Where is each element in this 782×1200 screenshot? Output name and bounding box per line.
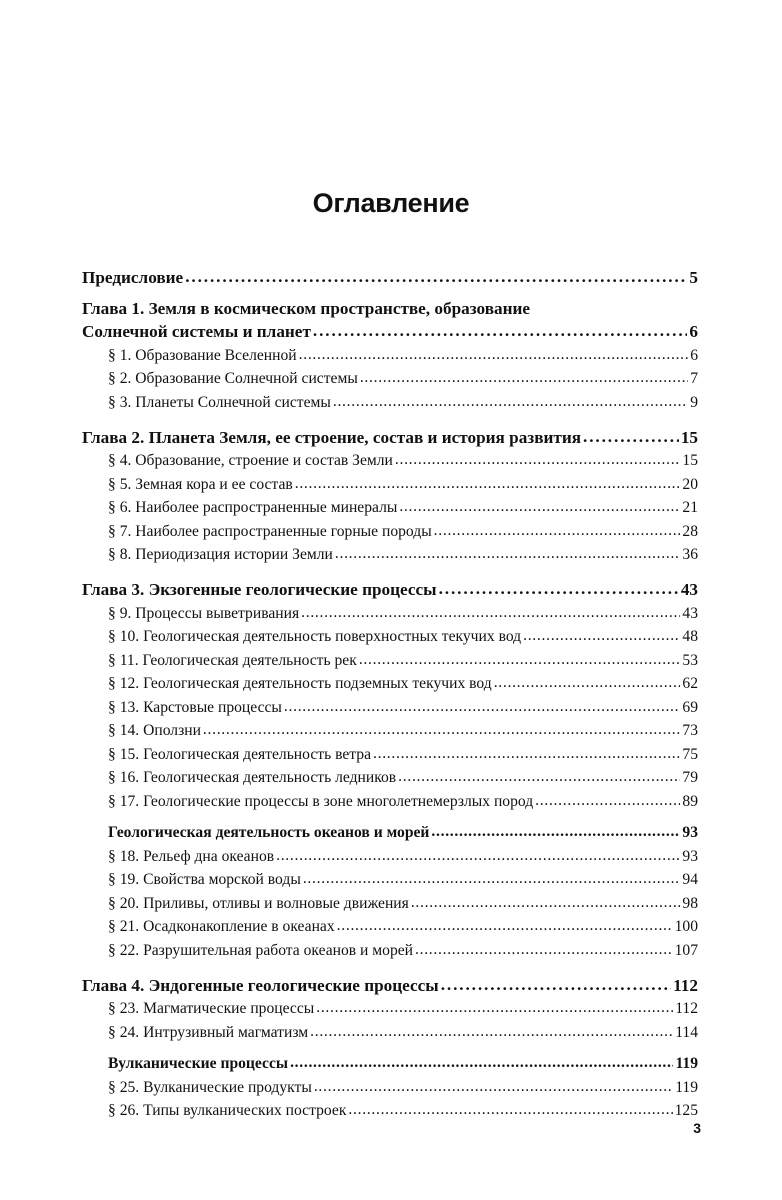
entry-title: § 2. Образование Солнечной системы — [108, 370, 358, 387]
dot-leader — [348, 1100, 672, 1120]
entry-page: 5 — [689, 268, 698, 287]
dot-leader — [284, 697, 681, 717]
toc-entry-subgroup-oceans[interactable] — [82, 820, 698, 844]
entry-page: 15 — [682, 452, 698, 469]
entry-title: § 23. Магматические процессы — [108, 1000, 315, 1017]
toc-entry-section[interactable] — [82, 843, 698, 867]
entry-page: 112 — [675, 1000, 698, 1017]
entry-page: 43 — [682, 604, 698, 622]
entry-page: 21 — [682, 499, 698, 516]
dot-leader — [535, 791, 680, 811]
entry-title: § 6. Наиболее распространенные минералы — [108, 499, 398, 516]
entry-page: 93 — [682, 847, 698, 865]
dot-leader — [290, 1053, 673, 1073]
toc-entry-section[interactable] — [82, 765, 698, 789]
entry-title: § 22. Разрушительная работа океанов и морей — [108, 941, 414, 959]
entry-page: 6 — [689, 322, 698, 341]
toc-entry-section[interactable] — [82, 671, 698, 695]
toc-entry-section[interactable] — [82, 389, 698, 413]
entry-title: Глава 1. Земля в космическом пространстве, образование — [82, 299, 531, 318]
dot-leader — [395, 450, 681, 470]
toc-entry-chapter-1[interactable] — [82, 320, 698, 342]
entry-title: Солнечной системы и планет — [82, 322, 311, 341]
dot-leader — [316, 998, 673, 1018]
entry-page: 112 — [673, 975, 698, 995]
dot-leader — [439, 579, 679, 599]
entry-title: § 11. Геологическая деятельность рек — [108, 651, 357, 669]
toc-entry-section[interactable] — [82, 448, 698, 472]
toc-entry-subgroup-volcanic[interactable] — [82, 1051, 698, 1075]
toc-entry-chapter-3[interactable] — [82, 574, 698, 600]
entry-title: § 20. Приливы, отливы и волновые движения — [108, 894, 409, 912]
entry-page: 114 — [675, 1023, 698, 1041]
entry-title: § 21. Осадконакопление в океанах — [108, 918, 335, 935]
entry-page: 119 — [675, 1078, 698, 1096]
dot-leader — [301, 603, 680, 623]
toc-entry-section[interactable] — [82, 718, 698, 742]
entry-page: 89 — [682, 792, 698, 810]
dot-leader — [434, 521, 681, 541]
dot-leader — [337, 916, 673, 936]
entry-title: § 25. Вулканические продукты — [108, 1078, 312, 1096]
entry-page: 53 — [682, 651, 698, 669]
dot-leader — [360, 368, 688, 388]
entry-page: 6 — [690, 346, 698, 364]
page-number: 3 — [693, 1120, 701, 1136]
dot-leader — [411, 893, 681, 913]
entry-page: 20 — [682, 475, 698, 493]
dot-leader — [441, 975, 671, 995]
entry-title: § 15. Геологическая деятельность ветра — [108, 745, 371, 763]
toc-entry-section[interactable] — [82, 624, 698, 648]
toc-entry-section[interactable] — [82, 937, 698, 961]
toc-entry-section[interactable] — [82, 600, 698, 624]
entry-page: 73 — [682, 722, 698, 739]
entry-page: 79 — [682, 769, 698, 786]
dot-leader — [203, 720, 680, 740]
toc-entry-section[interactable] — [82, 1074, 698, 1098]
entry-title: § 18. Рельеф дна океанов — [108, 847, 275, 865]
dot-leader — [276, 846, 680, 866]
entry-page: 119 — [675, 1055, 698, 1072]
entry-page: 107 — [674, 941, 698, 959]
dot-leader — [359, 650, 681, 670]
dot-leader — [313, 321, 688, 341]
entry-title: § 5. Земная кора и ее состав — [108, 475, 293, 493]
entry-page: 7 — [690, 370, 698, 387]
entry-title: § 26. Типы вулканических построек — [108, 1102, 347, 1119]
entry-page: 43 — [680, 580, 698, 599]
entry-title: § 24. Интрузивный магматизм — [108, 1023, 309, 1041]
entry-title: § 13. Карстовые процессы — [108, 698, 282, 716]
dot-leader — [431, 822, 680, 842]
entry-title: Глава 3. Экзогенные геологические процессы — [82, 580, 437, 599]
entry-title: Глава 2. Планета Земля, ее строение, состав и история развития — [82, 427, 582, 447]
page-title: Оглавление — [312, 188, 470, 218]
entry-page: 94 — [682, 871, 698, 888]
entry-page: 28 — [682, 522, 698, 540]
toc-entry-section[interactable] — [82, 495, 698, 519]
entry-title: § 1. Образование Вселенной — [108, 346, 297, 364]
dot-leader — [335, 544, 681, 564]
entry-page: 98 — [682, 894, 698, 912]
dot-leader — [494, 673, 681, 693]
table-of-contents — [82, 262, 698, 1121]
toc-entry-section[interactable] — [82, 1019, 698, 1043]
entry-title: § 4. Образование, строение и состав Земли — [108, 452, 393, 469]
dot-leader — [399, 497, 680, 517]
dot-leader — [314, 1077, 673, 1097]
toc-entry-section[interactable] — [82, 366, 698, 390]
toc-entry-section[interactable] — [82, 741, 698, 765]
entry-title: Предисловие — [82, 268, 184, 287]
entry-title: § 12. Геологическая деятельность подземных текучих вод — [108, 675, 492, 692]
toc-entry-section[interactable] — [82, 1098, 698, 1122]
entry-title: § 16. Геологическая деятельность ледников — [108, 769, 397, 786]
dot-leader — [310, 1022, 673, 1042]
entry-page: 100 — [674, 918, 698, 935]
toc-entry-section[interactable] — [82, 788, 698, 812]
entry-title: § 17. Геологические процессы в зоне многолетнемерзлых пород — [108, 792, 534, 810]
dot-leader — [299, 345, 689, 365]
entry-title: § 7. Наиболее распространенные горные породы — [108, 522, 432, 540]
toc-entry-section[interactable] — [82, 471, 698, 495]
entry-title: § 3. Планеты Солнечной системы — [108, 393, 331, 411]
entry-title: § 8. Периодизация истории Земли — [108, 546, 333, 563]
dot-leader — [523, 626, 680, 646]
dot-leader — [415, 940, 673, 960]
entry-page: 125 — [674, 1102, 698, 1119]
dot-leader — [373, 744, 680, 764]
entry-title: § 9. Процессы выветривания — [108, 604, 300, 622]
entry-page: 75 — [682, 745, 698, 763]
dot-leader — [185, 267, 687, 287]
toc-entry-chapter-1-line-1[interactable] — [82, 296, 698, 320]
toc-entry-preface[interactable] — [82, 262, 698, 288]
toc-entry-section[interactable] — [82, 647, 698, 671]
entry-page: 62 — [682, 675, 698, 692]
entry-page: 93 — [682, 824, 698, 841]
dot-leader — [583, 427, 679, 447]
entry-page: 15 — [680, 427, 698, 447]
toc-entry-chapter-2[interactable] — [82, 422, 698, 448]
dot-leader — [398, 767, 680, 787]
entry-page: 9 — [690, 393, 698, 411]
toc-entry-section[interactable] — [82, 890, 698, 914]
dot-leader — [333, 392, 688, 412]
entry-page: 48 — [682, 628, 698, 645]
entry-title: § 14. Оползни — [108, 722, 201, 739]
toc-entry-section[interactable] — [82, 542, 698, 566]
toc-entry-section[interactable] — [82, 867, 698, 891]
entry-title: Геологическая деятельность океанов и морей — [108, 824, 430, 841]
toc-entry-section[interactable] — [82, 694, 698, 718]
toc-entry-chapter-4[interactable] — [82, 970, 698, 996]
entry-title: § 10. Геологическая деятельность поверхностных текучих вод — [108, 628, 522, 645]
entry-page: 69 — [682, 698, 698, 716]
entry-title: Глава 4. Эндогенные геологические процессы — [82, 975, 439, 995]
toc-entry-section[interactable] — [82, 996, 698, 1020]
entry-page: 36 — [682, 546, 698, 563]
dot-leader — [303, 869, 681, 889]
toc-entry-section[interactable] — [82, 518, 698, 542]
toc-entry-section[interactable] — [82, 914, 698, 938]
entry-title: Вулканические процессы — [108, 1055, 289, 1072]
toc-entry-section[interactable] — [82, 342, 698, 366]
dot-leader — [295, 474, 681, 494]
entry-title: § 19. Свойства морской воды — [108, 871, 301, 888]
